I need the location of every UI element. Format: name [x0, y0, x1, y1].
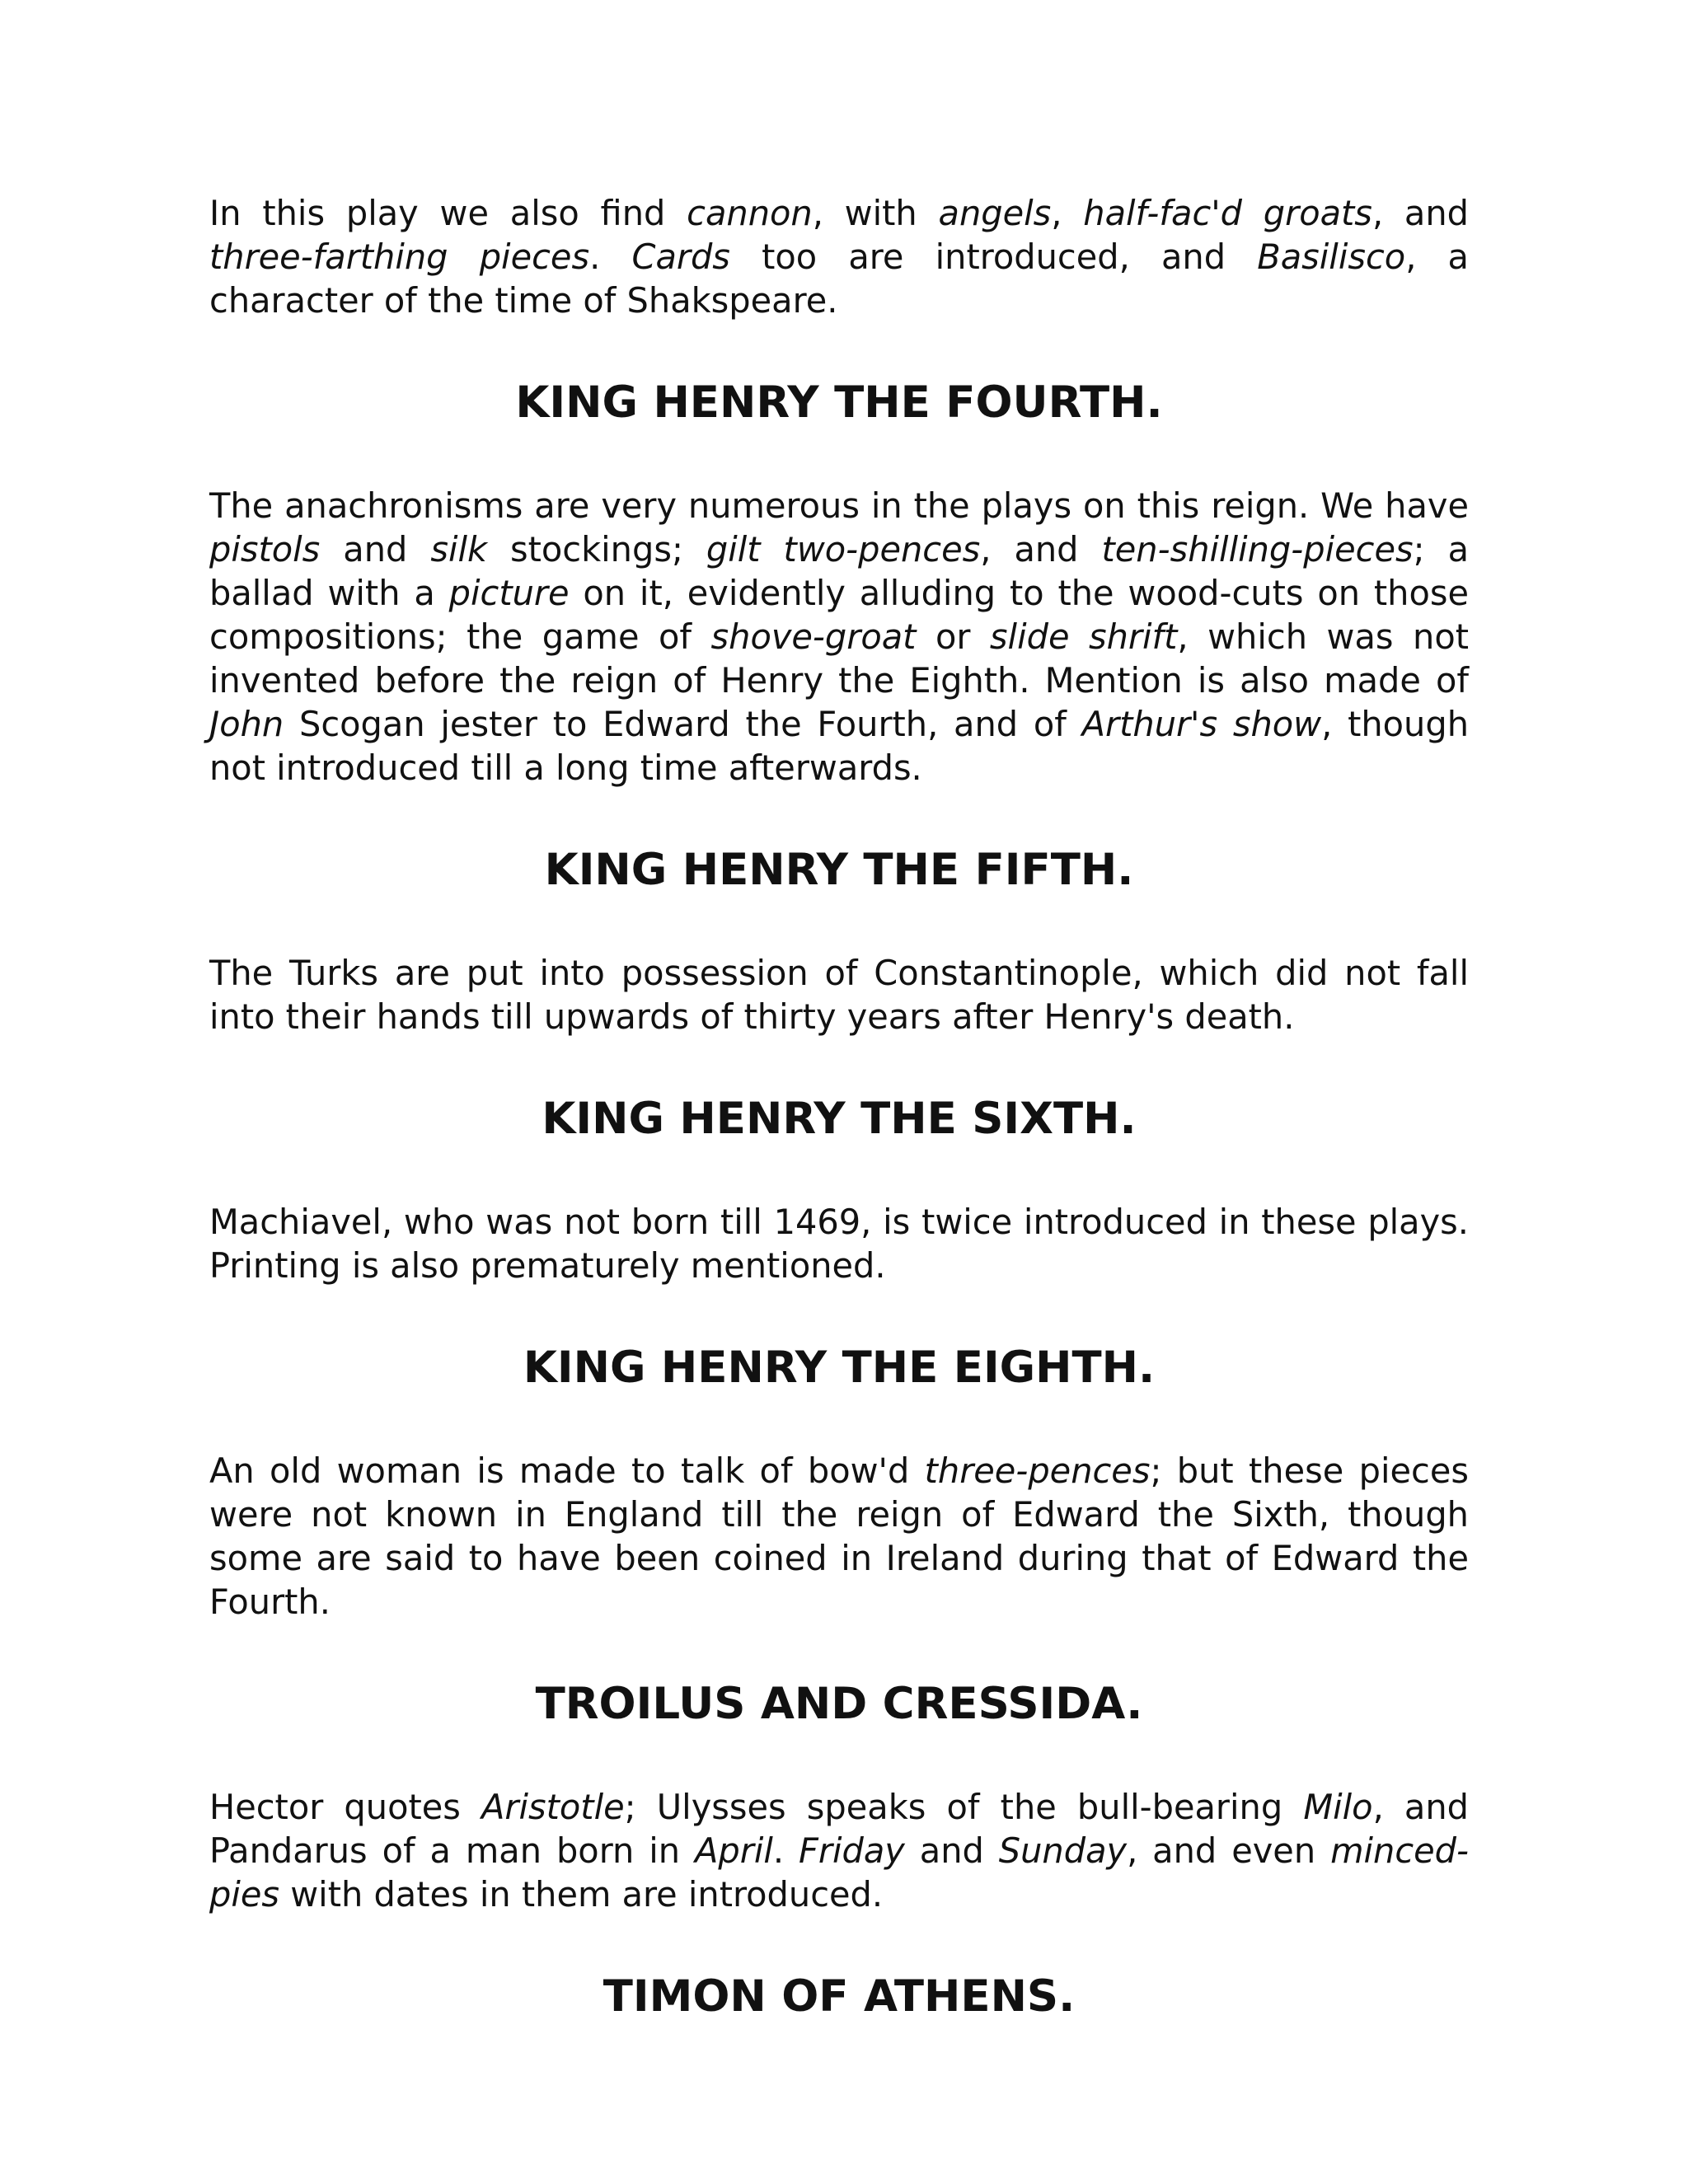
- text-run: , a character of the time of Shakspeare.: [209, 237, 1469, 321]
- text-run: The Turks are put into possession of Constantinople, which did not fall into their hands till upwards of thirty years after Henry's death.: [209, 953, 1469, 1037]
- text-run: , and: [980, 529, 1102, 569]
- italic-term: John: [209, 704, 284, 744]
- text-run: Hector quotes: [209, 1787, 482, 1827]
- text-run: , and even: [1127, 1830, 1331, 1871]
- document-page: [209, 191, 1469, 2023]
- italic-term: Cards: [631, 237, 730, 277]
- italic-term: minced-pies: [209, 1830, 1469, 1915]
- text-run: , with: [812, 193, 939, 233]
- italic-term: Friday: [799, 1830, 905, 1871]
- text-run: , which was not invented before the reign of Henry the Eighth. Mention is also made of: [209, 616, 1469, 701]
- paragraph-king-henry-eighth: [209, 1449, 1469, 1624]
- text-run: ; but these pieces were not known in England till the reign of Edward the Sixth, though some are said to have been coined in Ireland during that of Edward the Fourth.: [209, 1451, 1469, 1622]
- italic-term: picture: [448, 573, 570, 613]
- heading-timon-of-athens: TIMON OF ATHENS.: [603, 1971, 1076, 2022]
- text-run: ; Ulysses speaks of the bull-bearing: [624, 1787, 1304, 1827]
- text-run: too are introduced, and: [729, 237, 1258, 277]
- italic-term: pistols: [209, 529, 321, 569]
- italic-term: half-fac'd groats: [1083, 193, 1372, 233]
- italic-term: shove-groat: [710, 616, 917, 657]
- text-run: , and: [1372, 193, 1470, 233]
- italic-term: silk: [430, 529, 488, 569]
- italic-term: three-pences: [924, 1451, 1151, 1491]
- text-run: on it, evidently alluding to the wood-cuts on those compositions; the game of: [209, 573, 1469, 657]
- italic-term: Milo: [1303, 1787, 1373, 1827]
- text-run: In this play we also find: [209, 193, 687, 233]
- text-run: The anachronisms are very numerous in the plays on this reign. We have: [209, 485, 1469, 526]
- text-run: Machiavel, who was not born till 1469, is twice introduced in these plays. Printing is also prematurely mentioned.: [209, 1202, 1469, 1286]
- italic-term: gilt two-pences: [706, 529, 981, 569]
- text-run: or: [916, 616, 990, 657]
- heading-king-henry-fifth: KING HENRY THE FIFTH.: [544, 845, 1134, 895]
- paragraph-king-henry-fifth: [209, 951, 1469, 1038]
- text-run: Scogan jester to Edward the Fourth, and of: [284, 704, 1082, 744]
- italic-term: Sunday: [998, 1830, 1128, 1871]
- text-run: .: [772, 1830, 799, 1871]
- paragraph-king-henry-sixth: [209, 1200, 1469, 1287]
- heading-king-henry-eighth: KING HENRY THE EIGHTH.: [523, 1343, 1156, 1393]
- text-run: An old woman is made to talk of bow'd: [209, 1451, 925, 1491]
- text-run: ; a ballad with a: [209, 529, 1470, 613]
- text-run: .: [589, 237, 632, 277]
- italic-term: Arthur's show: [1081, 704, 1322, 744]
- heading-king-henry-fourth: KING HENRY THE FOURTH.: [515, 377, 1163, 428]
- text-run: ,: [1051, 193, 1084, 233]
- text-run: , and Pandarus of a man born in: [209, 1787, 1469, 1871]
- italic-term: angels: [938, 193, 1052, 233]
- paragraph-king-john-continued: [209, 191, 1469, 322]
- italic-term: cannon: [687, 193, 813, 233]
- text-run: , though not introduced till a long time afterwards.: [209, 704, 1469, 788]
- italic-term: three-farthing pieces: [209, 237, 590, 277]
- text-run: stockings;: [487, 529, 706, 569]
- heading-king-henry-sixth: KING HENRY THE SIXTH.: [542, 1094, 1137, 1144]
- heading-troilus-and-cressida: TROILUS AND CRESSIDA.: [535, 1679, 1143, 1729]
- text-run: and: [904, 1830, 999, 1871]
- paragraph-king-henry-fourth: [209, 484, 1469, 790]
- italic-term: Basilisco: [1257, 237, 1406, 277]
- paragraph-troilus-and-cressida: [209, 1785, 1469, 1916]
- text-run: with dates in them are introduced.: [279, 1874, 884, 1915]
- italic-term: April: [695, 1830, 773, 1871]
- italic-term: Aristotle: [481, 1787, 625, 1827]
- italic-term: ten-shilling-pieces: [1101, 529, 1414, 569]
- text-run: and: [320, 529, 431, 569]
- italic-term: slide shrift: [989, 616, 1178, 657]
